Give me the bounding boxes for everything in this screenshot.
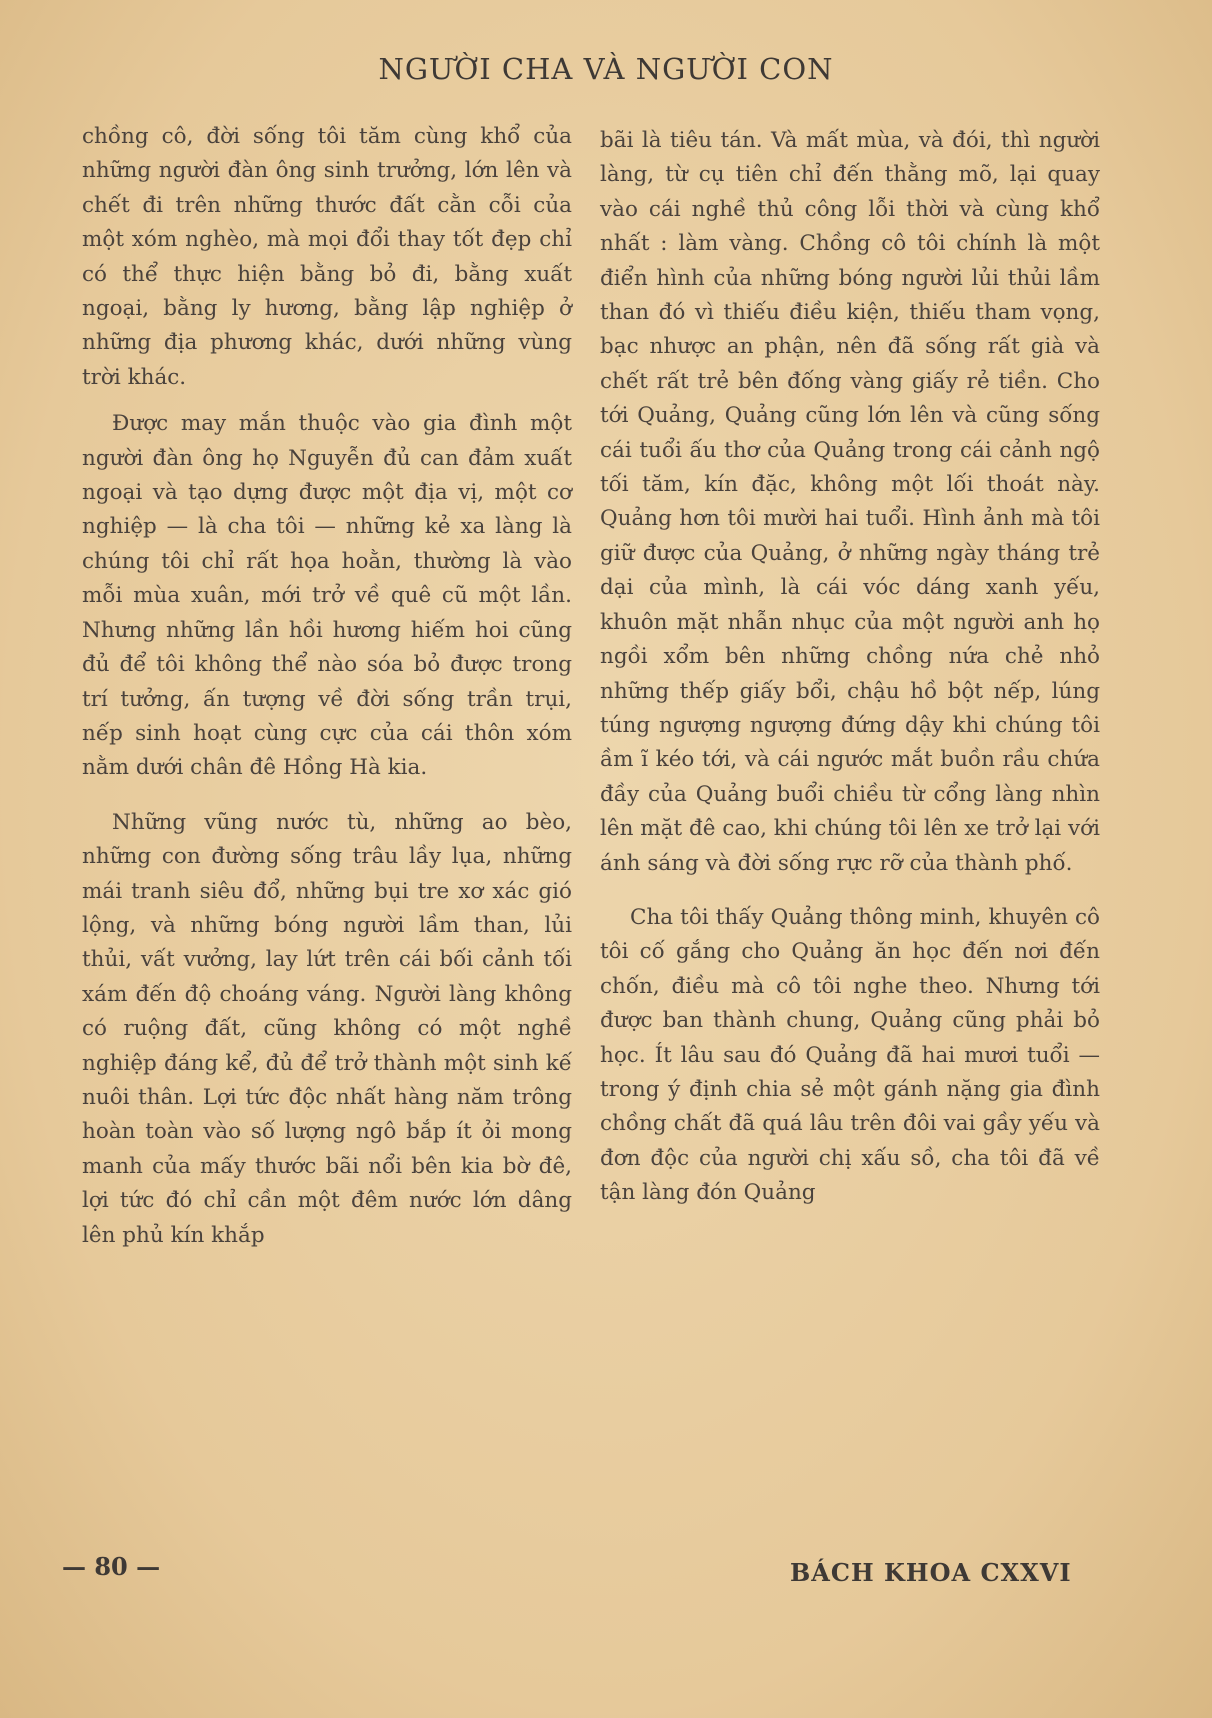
paragraph: Cha tôi thấy Quảng thông minh, khuyên cô tôi cố gắng cho Quảng ăn học đến nơi đến chốn, điều mà cô tôi nghe theo. Nhưng tới được ban thành chung, Quảng cũng phải bỏ học. Ít lâu sau đó Quảng đã hai mươi tuổi — trong ý định chia sẻ một gánh nặng gia đình chồng chất đã quá lâu trên đôi vai gầy yếu và đơn độc của người chị xấu sồ, cha tôi đã về tận làng đón Quảng (600, 904, 1100, 1206)
paragraph: bãi là tiêu tán. Và mất mùa, và đói, thì người làng, từ cụ tiên chỉ đến thằng mõ, lại quay vào cái nghề thủ công lỗi thời và cùng khổ nhất : làm vàng. Chồng cô tôi chính là một điển hình của những bóng người lủi thủi lầm than đó vì thiếu điều kiện, thiếu tham vọng, bạc nhược an phận, nên đã sống rất già và chết rất trẻ bên đống vàng giấy rẻ tiền. Cho tới Quảng, Quảng cũng lớn lên và cũng sống cái tuổi ấu thơ của Quảng trong cái cảnh ngộ tối tăm, kín đặc, không một lối thoát này. Quảng hơn tôi mười hai tuổi. Hình ảnh mà tôi giữ được của Quảng, ở những ngày tháng trẻ dại của mình, là cái vóc dáng xanh yếu, khuôn mặt nhẫn nhục của một người anh họ ngồi xổm bên những chồng nứa chẻ nhỏ những thếp giấy bổi, chậu hồ bột nếp, lúng túng ngượng ngượng đứng dậy khi chúng tôi ầm ĩ kéo tới, và cái ngước mắt buồn rầu chứa đầy của Quảng buổi chiều từ cổng làng nhìn lên mặt đê cao, khi chúng tôi lên xe trở lại với ánh sáng và đời sống rực rỡ của thành phố. (600, 128, 1100, 876)
paragraph: chồng cô, đời sống tôi tăm cùng khổ của những người đàn ông sinh trưởng, lớn lên và chết đi trên những thước đất cằn cỗi của một xóm nghèo, mà mọi đổi thay tốt đẹp chỉ có thể thực hiện bằng bỏ đi, bằng xuất ngoại, bằng ly hương, bằng lập nghiệp ở những địa phương khác, dưới những vùng trời khác. (82, 124, 572, 390)
page-number: — 80 — (62, 1552, 161, 1581)
running-head-title: NGƯỜI CHA VÀ NGƯỜI CON (378, 52, 834, 86)
left-column (82, 120, 572, 1265)
right-column (600, 124, 1100, 1223)
paragraph: Được may mắn thuộc vào gia đình một người đàn ông họ Nguyễn đủ can đảm xuất ngoại và tạo dựng được một địa vị, một cơ nghiệp — là cha tôi — những kẻ xa làng là chúng tôi chỉ rất họa hoằn, thường là vào mỗi mùa xuân, mới trở về quê cũ một lần. Nhưng những lần hồi hương hiếm hoi cũng đủ để tôi không thể nào sóa bỏ được trong trí tưởng, ấn tượng về đời sống trần trụi, nếp sinh hoạt cùng cực của cái thôn xóm nằm dưới chân đê Hồng Hà kia. (82, 411, 572, 781)
journal-name: BÁCH KHOA CXXVI (790, 1558, 1072, 1587)
paragraph: Những vũng nước tù, những ao bèo, những con đường sống trâu lầy lụa, những mái tranh siêu đổ, những bụi tre xơ xác gió lộng, và những bóng người lầm than, lủi thủi, vất vưởng, lay lứt trên cái bối cảnh tối xám đến độ choáng váng. Người làng không có ruộng đất, cũng không có một nghề nghiệp đáng kể, đủ để trở thành một sinh kế nuôi thân. Lợi tức độc nhất hàng năm trông hoàn toàn vào số lượng ngô bắp ít ỏi mong manh của mấy thước bãi nổi bên kia bờ đê, lợi tức đó chỉ cần một đêm nước lớn dâng lên phủ kín khắp (82, 809, 572, 1248)
